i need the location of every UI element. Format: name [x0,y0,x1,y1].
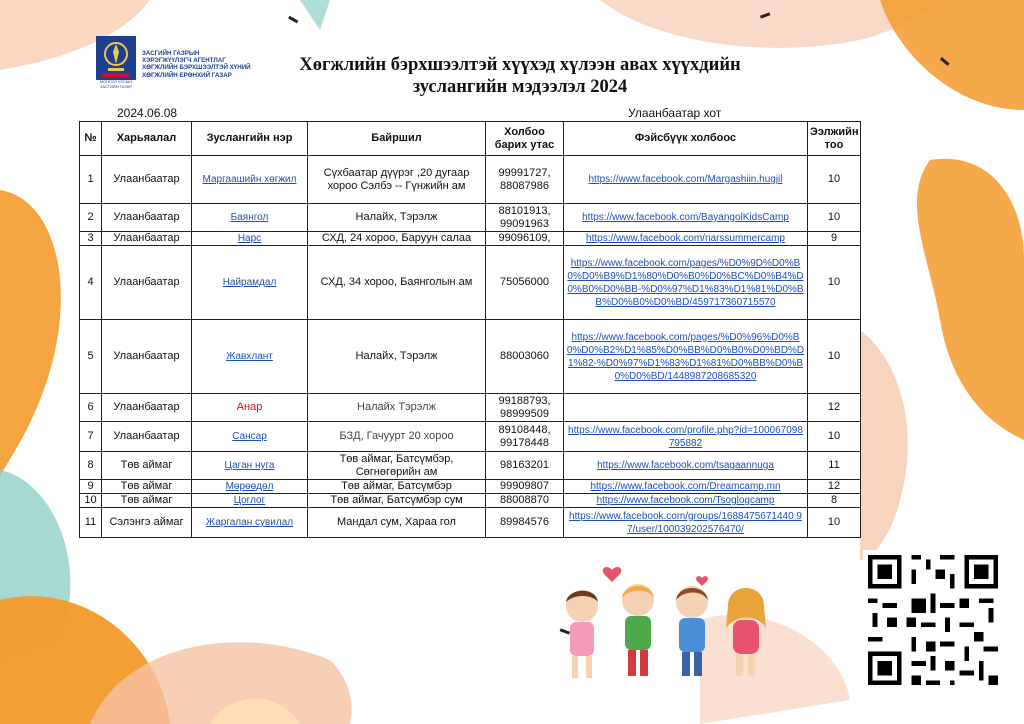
facebook-link[interactable]: https://www.facebook.com/tsagaannuga [597,460,774,471]
facebook-link[interactable]: https://www.facebook.com/profile.php?id=100067098795882 [568,424,803,449]
page-title-line-2: зуслангийн мэдээлэл 2024 [412,77,628,97]
camps-table [79,121,861,538]
camp-name-link[interactable]: Цоглог [233,495,266,506]
camp-name-link[interactable]: Найрамдал [222,277,277,288]
header-number: № [80,122,102,156]
org-logo [96,36,268,89]
page-title-line-1: Хөгжлийн бэрхшээлтэй хүүхэд хүлээн авах хүүхдийн [299,55,741,75]
header-region: Харьяалал [102,122,192,156]
facebook-link[interactable]: https://www.facebook.com/pages/%D0%9D%D0%B0%D0%B9%D1%80%D0%B0%D0%BC%D0%B4%D0%B0%D0%BB-%D0%97%D1%83%D1%81%D0%BB%D0%B0%D0%BD/459717360715570 [567,257,804,308]
table-row: 3 Улаанбаатар Нарс СХД, 24 хороо, Баруун салаа 99096109, https://www.facebook.com/narssummercamp 9 [80,232,861,246]
facebook-link[interactable]: https://www.facebook.com/pages/%D0%96%D0%B0%D0%B2%D1%85%D0%BB%D0%B0%D0%BD%D1%82-%D0%97%D1%83%D1%81%D0%BB%D0%B0%D0%BD/1448987208685320 [566,331,805,382]
qr-code-icon [860,550,1006,690]
table-row: 8 Төв аймаг Цаган нуга Төв аймаг, Батсүмбэр, Сөгнөгөрийн ам 98163201 https://www.facebook.com/tsagaannuga 11 [80,452,861,480]
header-shifts: Ээлжийн тоо [808,122,861,156]
facebook-link[interactable]: https://www.facebook.com/Tsoglogcamp [596,495,775,506]
table-row: 7 Улаанбаатар Сансар БЗД, Гачуурт 20 хороо 89108448, 99178448 https://www.facebook.com/profile.php?id=100067098795882 10 [80,422,861,452]
table-row: 5 Улаанбаатар Жавхлант Налайх, Тэрэлж 88003060 https://www.facebook.com/pages/%D0%96%D0%B0%D0%B2%D1%85%D0%BB%D0%B0%D0%BD%D1%82-%D0%97%D1%83%D1%81%D0%BB%D0%B0%D0%BD/1448987208685320 10 [80,320,861,394]
header-facebook: Фэйсбүүк холбоос [564,122,808,156]
facebook-link[interactable]: https://www.facebook.com/BayangolKidsCamp [582,212,789,223]
camp-name-link[interactable]: Мөрөөдөл [225,481,274,492]
table-row: 10 Төв аймаг Цоглог Төв аймаг, Батсүмбэр сум 88008870 https://www.facebook.com/Tsoglogcamp 8 [80,494,861,508]
happy-kids-illustration [552,558,782,686]
mongolian-state-emblem-icon [96,36,136,80]
table-row: 9 Төв аймаг Мөрөөдөл Төв аймаг, Батсүмбэр 99909807 https://www.facebook.com/Dreamcamp.mn 12 [80,480,861,494]
table-row: 4 Улаанбаатар Найрамдал СХД, 34 хороо, Баянголын ам 75056000 https://www.facebook.com/pages/%D0%9D%D0%B0%D0%B9%D1%80%D0%B0%D0%BC%D0%B4%D0%B0%D0%BB-%D0%97%D1%83%D1%81%D0%BB%D0%B0%D0%BD/459717360715570 10 [80,246,861,320]
table-header-row [80,122,861,156]
facebook-link[interactable]: https://www.facebook.com/Margashiin.hugjil [588,174,783,185]
emblem-caption: МОНГОЛ УЛСЫН ЗАСГИЙН ГАЗАР [99,79,133,89]
camp-name-text: Анар [236,401,263,413]
table-row: 11 Сэлэнгэ аймаг Жаргалан сувилал Мандал сум, Хараа гол 89984576 https://www.facebook.com/groups/1688475671440 97/user/100039202576470/ 10 [80,508,861,538]
page-title [250,54,790,98]
report-date: 2024.06.08 [117,106,178,120]
camp-name-link[interactable]: Сансар [232,431,267,442]
header-phone: Холбоо барих утас [486,122,564,156]
camp-name-link[interactable]: Маргаашийн хөгжил [202,174,297,185]
camp-name-link[interactable]: Цаган нуга [224,460,275,471]
camp-name-link[interactable]: Баянгол [230,212,269,223]
facebook-link[interactable]: https://www.facebook.com/Dreamcamp.mn [590,481,781,492]
camp-name-link[interactable]: Жавхлант [226,351,273,362]
org-name: ЗАСГИЙН ГАЗРЫН ХЭРЭГЖҮҮЛЭГЧ АГЕНТЛАГ ХӨГЖЛИЙН БЭРХШЭЭЛТЭЙ ХҮНИЙ ХӨГЖЛИЙН ЕРӨНХИЙ ГАЗАР [142,50,251,79]
header-camp-name: Зуслангийн нэр [192,122,308,156]
facebook-link[interactable]: https://www.facebook.com/narssummercamp [586,233,785,244]
table-row: 1 Улаанбаатар Маргаашийн хөгжил Сүхбаатар дүүрэг ,20 дугаар хороо Сэлбэ -- Гүнжийн ам 99991727, 88087986 https://www.facebook.com/Margashiin.hugjil 10 [80,156,861,204]
camp-name-link[interactable]: Жаргалан сувилал [205,517,294,528]
camp-name-link[interactable]: Нарс [237,233,262,244]
header-location: Байршил [308,122,486,156]
table-row: 2 Улаанбаатар Баянгол Налайх, Тэрэлж 88101913, 99091963 https://www.facebook.com/BayangolKidsCamp 10 [80,204,861,232]
table-row: 6 Улаанбаатар Анар Налайх Тэрэлж 99188793, 98999509 12 [80,394,861,422]
report-city: Улаанбаатар хот [628,106,722,120]
facebook-link[interactable]: https://www.facebook.com/groups/1688475671440 97/user/100039202576470/ [569,510,802,535]
